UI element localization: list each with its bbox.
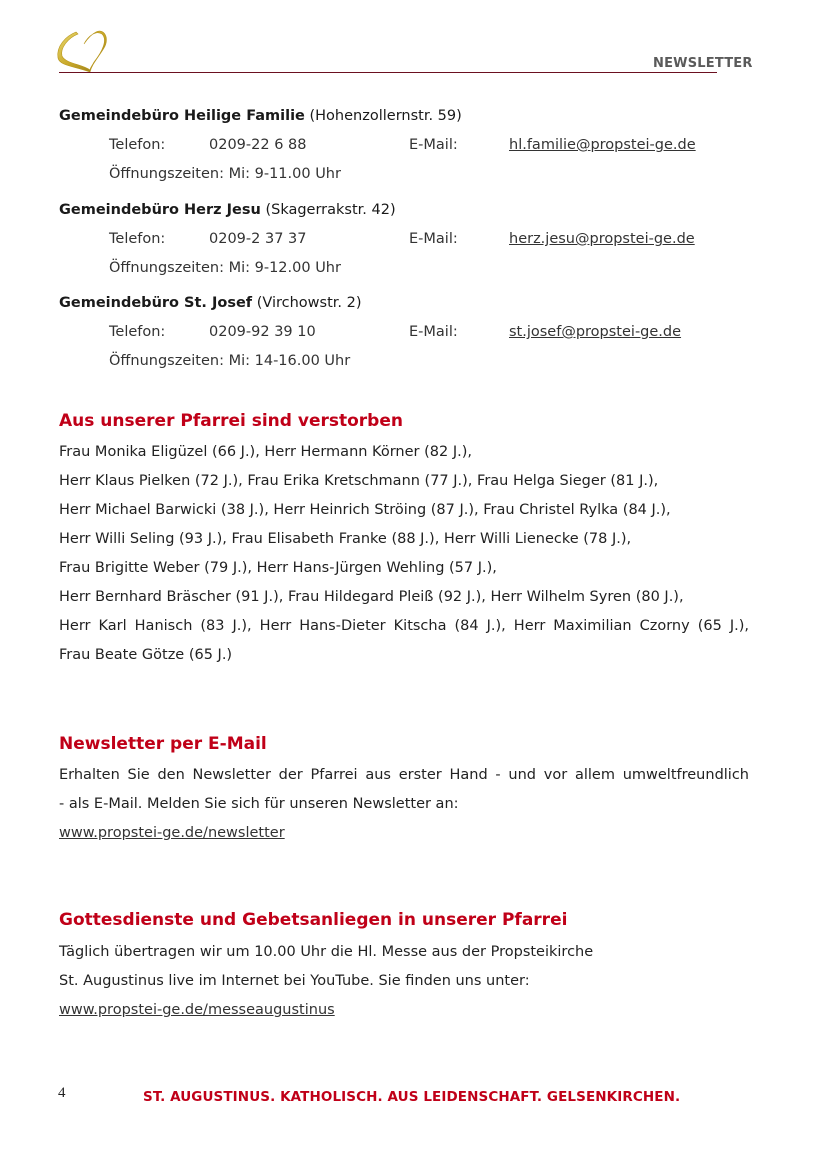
section-heading-services: Gottesdienste und Gebetsanliegen in unserer Pfarrei [59,910,568,930]
deceased-line: Herr Bernhard Bräscher (91 J.), Frau Hildegard Pleiß (92 J.), Herr Wilhelm Syren (80 J.), [59,589,684,605]
deceased-line: Frau Monika Eligüzel (66 J.), Herr Hermann Körner (82 J.), [59,444,472,460]
section-heading-newsletter: Newsletter per E-Mail [59,734,267,754]
opening-hours: Öffnungszeiten: Mi: 9-12.00 Uhr [109,260,341,276]
office-title [59,108,462,124]
email-label: E-Mail: [409,324,458,340]
deceased-line: Frau Beate Götze (65 J.) [59,647,233,663]
deceased-line: Herr Karl Hanisch (83 J.), Herr Hans-Dieter Kitscha (84 J.), Herr Maximilian Czorny (65 J.), [59,618,749,634]
phone-number: 0209-2 37 37 [209,231,307,247]
phone-label: Telefon: [109,324,166,340]
office-name: Gemeindebüro Heilige Familie [59,108,305,124]
newsletter-link[interactable]: www.propstei-ge.de/newsletter [59,825,285,841]
deceased-line: Frau Brigitte Weber (79 J.), Herr Hans-Jürgen Wehling (57 J.), [59,560,497,576]
office-address: (Skagerrakstr. 42) [265,202,396,218]
office-name: Gemeindebüro Herz Jesu [59,202,261,218]
phone-number: 0209-92 39 10 [209,324,316,340]
office-address: (Virchowstr. 2) [256,295,362,311]
email-link[interactable]: hl.familie@propstei-ge.de [509,137,696,153]
deceased-line: Herr Klaus Pielken (72 J.), Frau Erika Kretschmann (77 J.), Frau Helga Sieger (81 J.), [59,473,659,489]
newsletter-text: - als E-Mail. Melden Sie sich für unseren Newsletter an: [59,796,459,812]
opening-hours: Öffnungszeiten: Mi: 14-16.00 Uhr [109,353,351,369]
office-address: (Hohenzollernstr. 59) [309,108,462,124]
livestream-link[interactable]: www.propstei-ge.de/messeaugustinus [59,1002,335,1018]
newsletter-text: Erhalten Sie den Newsletter der Pfarrei aus erster Hand - und vor allem umweltfreundlich [59,767,749,783]
phone-label: Telefon: [109,231,166,247]
office-title [59,295,362,311]
office-name: Gemeindebüro St. Josef [59,295,253,311]
email-label: E-Mail: [409,137,458,153]
header-label: NEWSLETTER [653,56,753,71]
deceased-line: Herr Willi Seling (93 J.), Frau Elisabeth Franke (88 J.), Herr Willi Lienecke (78 J.), [59,531,632,547]
header-divider [59,72,717,73]
services-text: Täglich übertragen wir um 10.00 Uhr die Hl. Messe aus der Propsteikirche [59,944,594,960]
page-number: 4 [58,1085,66,1101]
office-title [59,202,396,218]
email-link[interactable]: st.josef@propstei-ge.de [509,324,682,340]
email-link[interactable]: herz.jesu@propstei-ge.de [509,231,695,247]
section-heading-deceased: Aus unserer Pfarrei sind verstorben [59,411,403,431]
phone-label: Telefon: [109,137,166,153]
gold-heart-logo-icon [52,26,114,74]
phone-number: 0209-22 6 88 [209,137,307,153]
services-text: St. Augustinus live im Internet bei YouTube. Sie finden uns unter: [59,973,530,989]
deceased-line: Herr Michael Barwicki (38 J.), Herr Heinrich Ströing (87 J.), Frau Christel Rylka (84 J.), [59,502,671,518]
footer-slogan: ST. AUGUSTINUS. KATHOLISCH. AUS LEIDENSCHAFT. GELSENKIRCHEN. [143,1089,681,1105]
email-label: E-Mail: [409,231,458,247]
opening-hours: Öffnungszeiten: Mi: 9-11.00 Uhr [109,166,341,182]
